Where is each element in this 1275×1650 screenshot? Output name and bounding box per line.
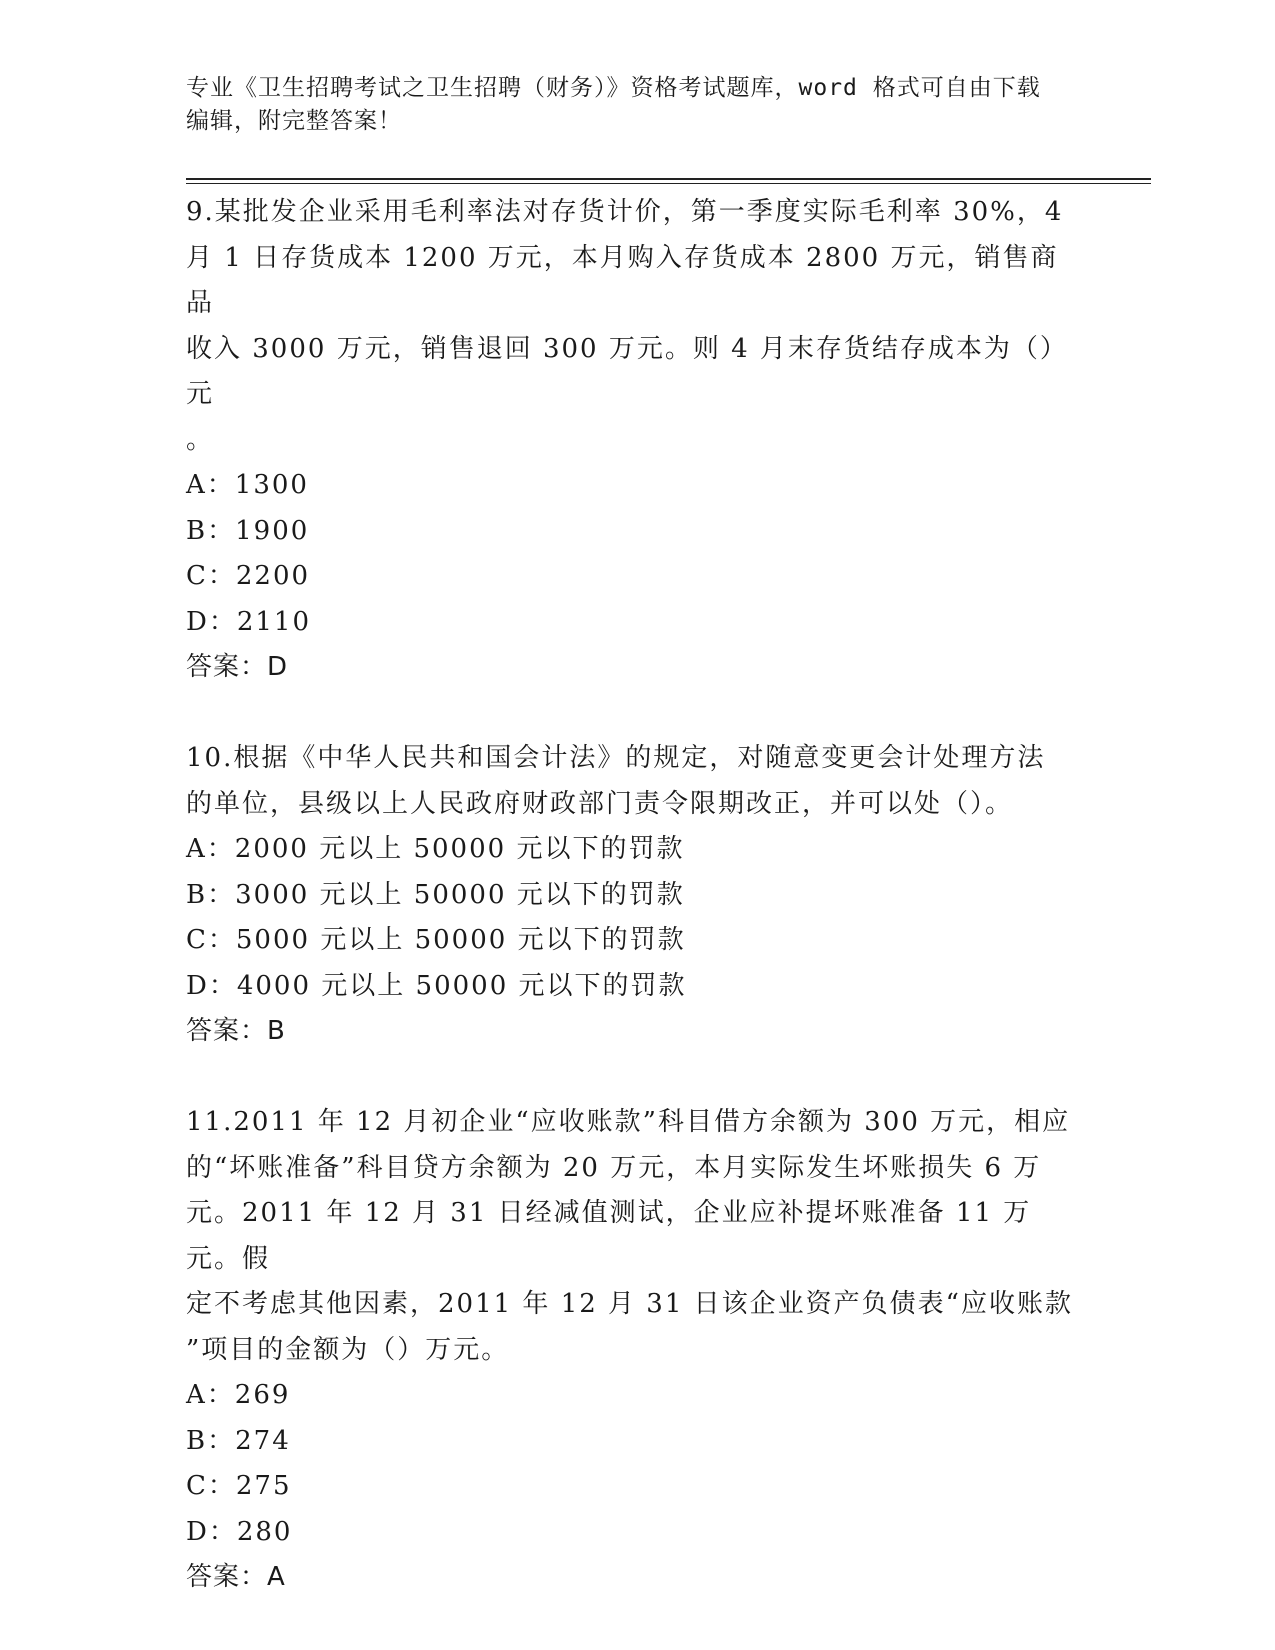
option-b: B：1900 bbox=[186, 515, 310, 546]
question-text-line: 月 1 日存货成本 1200 万元，本月购入存货成本 2800 万元，销售商品 bbox=[186, 242, 1059, 318]
header-divider-thin bbox=[186, 183, 1151, 184]
question-9 bbox=[186, 190, 1086, 691]
option-b: B：274 bbox=[186, 1425, 291, 1456]
option-a: A：269 bbox=[186, 1380, 291, 1410]
question-text-line: 的单位，县级以上人民政府财政部门责令限期改正，并可以处（）。 bbox=[186, 788, 1014, 819]
option-a: A：1300 bbox=[186, 470, 309, 500]
question-list bbox=[186, 190, 1086, 1646]
question-text-line: 定不考虑其他因素，2011 年 12 月 31 日该企业资产负债表“应收账款 bbox=[186, 1289, 1073, 1319]
question-text-line: 元。2011 年 12 月 31 日经减值测试，企业应补提坏账准备 11 万元。假 bbox=[186, 1198, 1032, 1274]
option-c: C：5000 元以上 50000 元以下的罚款 bbox=[186, 925, 686, 955]
option-a: A：2000 元以上 50000 元以下的罚款 bbox=[186, 834, 685, 864]
header-line-2: 编辑，附完整答案！ bbox=[186, 108, 402, 134]
question-text-line: 9.某批发企业采用毛利率法对存货计价，第一季度实际毛利率 30%，4 bbox=[186, 197, 1064, 227]
question-text-line: 收入 3000 万元，销售退回 300 万元。则 4 月末存货结存成本为（）元 bbox=[186, 333, 1068, 409]
option-d: D：280 bbox=[186, 1516, 293, 1547]
question-text-line: 11.2011 年 12 月初企业“应收账款”科目借方余额为 300 万元，相应 bbox=[186, 1107, 1071, 1137]
option-b: B：3000 元以上 50000 元以下的罚款 bbox=[186, 879, 685, 910]
question-text-line: 。 bbox=[186, 424, 215, 455]
option-c: C：275 bbox=[186, 1471, 292, 1501]
question-text-line: 的“坏账准备”科目贷方余额为 20 万元，本月实际发生坏账损失 6 万 bbox=[186, 1152, 1042, 1183]
question-11 bbox=[186, 1100, 1086, 1601]
header-line-1: 专业《卫生招聘考试之卫生招聘（财务）》资格考试题库，word 格式可自由下载 bbox=[186, 75, 1041, 101]
question-10 bbox=[186, 736, 1086, 1055]
document-header bbox=[186, 72, 1066, 138]
option-d: D：4000 元以上 50000 元以下的罚款 bbox=[186, 970, 687, 1001]
question-text-line: 10.根据《中华人民共和国会计法》的规定，对随意变更会计处理方法 bbox=[186, 743, 1046, 773]
answer-label: 答案：A bbox=[186, 1562, 286, 1592]
answer-label: 答案：B bbox=[186, 1016, 286, 1046]
answer-label: 答案：D bbox=[186, 652, 289, 682]
header-divider-thick bbox=[186, 178, 1151, 180]
question-text-line: ”项目的金额为（）万元。 bbox=[186, 1334, 510, 1365]
option-d: D：2110 bbox=[186, 606, 312, 637]
option-c: C：2200 bbox=[186, 561, 311, 591]
